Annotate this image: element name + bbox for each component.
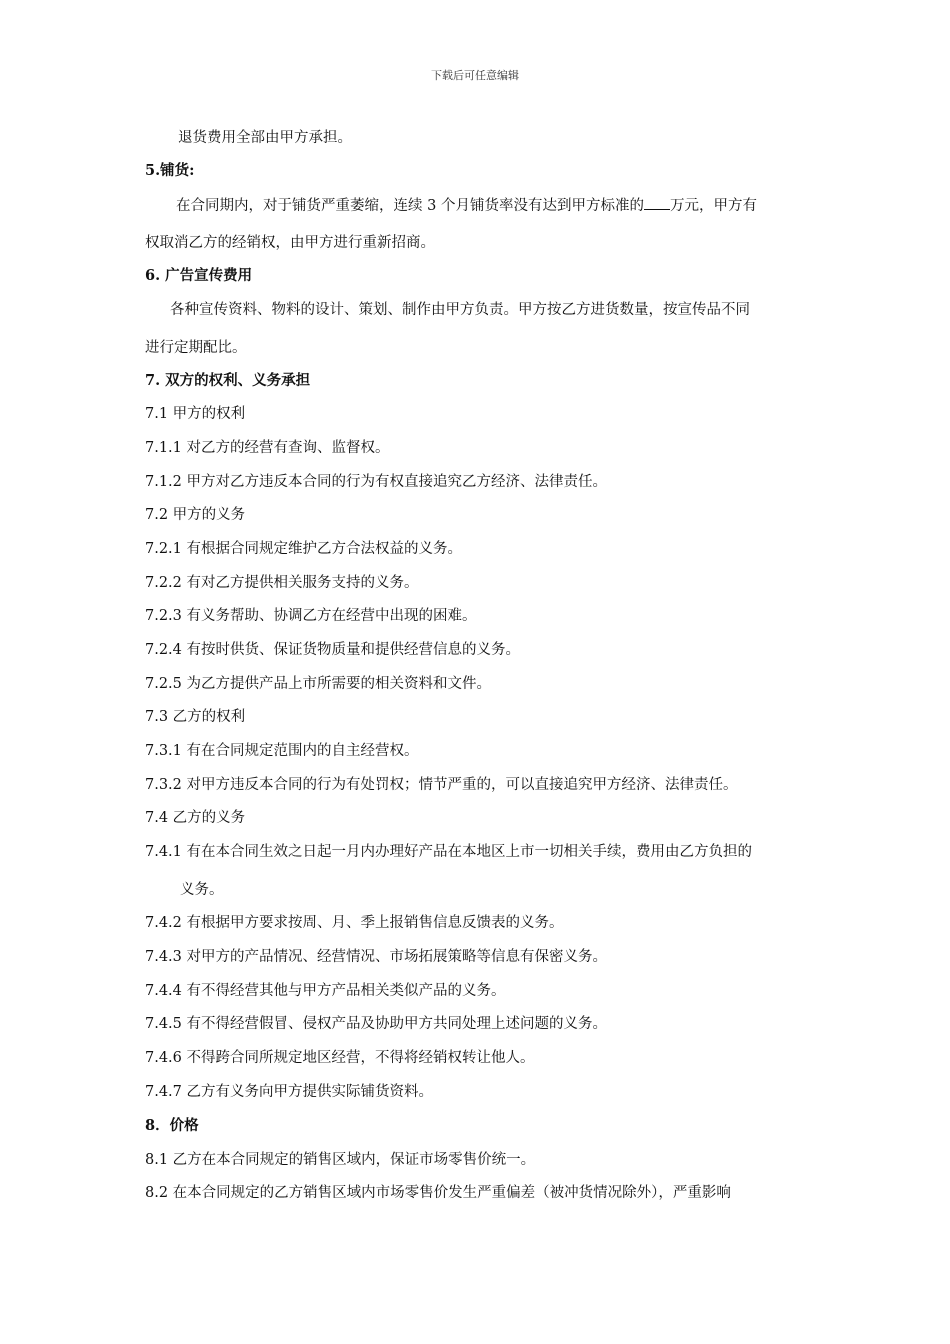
clause-line: 7.4.6 不得跨合同所规定地区经营，不得将经销权转让他人。	[145, 1050, 535, 1066]
section-heading-5: 5.铺货:	[145, 162, 195, 179]
clause-line: 7.4.3 对甲方的产品情况、经营情况、市场拓展策略等信息有保密义务。	[145, 949, 608, 965]
paragraph-line: 各种宣传资料、物料的设计、策划、制作由甲方负责。甲方按乙方进货数量，按宣传品不同	[170, 302, 750, 318]
clause-line: 7.4.7 乙方有义务向甲方提供实际铺货资料。	[145, 1084, 434, 1100]
page-header: 下载后可任意编辑	[431, 69, 519, 82]
paragraph-line: 退货费用全部由甲方承担。	[178, 130, 352, 146]
clause-line: 7.1.1 对乙方的经营有查询、监督权。	[145, 440, 390, 456]
clause-line: 7.2.4 有按时供货、保证货物质量和提供经营信息的义务。	[145, 642, 521, 658]
subsection-heading: 7.4 乙方的义务	[145, 810, 246, 826]
clause-line: 7.1.2 甲方对乙方违反本合同的行为有权直接追究乙方经济、法律责任。	[145, 474, 608, 490]
section-heading-7: 7. 双方的权利、义务承担	[145, 372, 311, 389]
subsection-heading: 7.2 甲方的义务	[145, 507, 246, 523]
subsection-heading: 7.1 甲方的权利	[145, 406, 246, 422]
clause-line: 7.4.4 有不得经营其他与甲方产品相关类似产品的义务。	[145, 983, 506, 999]
clause-line: 7.2.5 为乙方提供产品上市所需要的相关资料和文件。	[145, 676, 492, 692]
paragraph-line: 在合同期内，对于铺货严重萎缩，连续 3 个月铺货率没有达到甲方标准的 万元，甲方有	[176, 195, 757, 216]
subsection-heading: 7.3 乙方的权利	[145, 709, 246, 725]
clause-line: 7.4.2 有根据甲方要求按周、月、季上报销售信息反馈表的义务。	[145, 915, 564, 931]
clause-line: 7.2.3 有义务帮助、协调乙方在经营中出现的困难。	[145, 608, 477, 624]
clause-line: 7.4.1 有在本合同生效之日起一月内办理好产品在本地区上市一切相关手续，费用由乙方负担的	[145, 844, 752, 860]
paragraph-line: 进行定期配比。	[145, 340, 247, 356]
clause-line-continuation: 义务。	[180, 882, 224, 898]
fill-in-blank	[644, 195, 670, 210]
clause-line: 7.2.1 有根据合同规定维护乙方合法权益的义务。	[145, 541, 463, 557]
clause-line: 7.4.5 有不得经营假冒、侵权产品及协助甲方共同处理上述问题的义务。	[145, 1016, 608, 1032]
section-heading-8: 8．价格	[145, 1117, 199, 1134]
section-heading-6: 6. 广告宣传费用	[145, 267, 253, 284]
clause-line: 8.2 在本合同规定的乙方销售区域内市场零售价发生严重偏差（被冲货情况除外），严重影响	[145, 1185, 731, 1201]
paragraph-line: 权取消乙方的经销权，由甲方进行重新招商。	[145, 235, 435, 251]
clause-line: 7.2.2 有对乙方提供相关服务支持的义务。	[145, 575, 419, 591]
clause-line: 7.3.1 有在合同规定范围内的自主经营权。	[145, 743, 419, 759]
clause-line: 8.1 乙方在本合同规定的销售区域内，保证市场零售价统一。	[145, 1152, 536, 1168]
clause-line: 7.3.2 对甲方违反本合同的行为有处罚权；情节严重的，可以直接追究甲方经济、法律责任。	[145, 777, 738, 793]
